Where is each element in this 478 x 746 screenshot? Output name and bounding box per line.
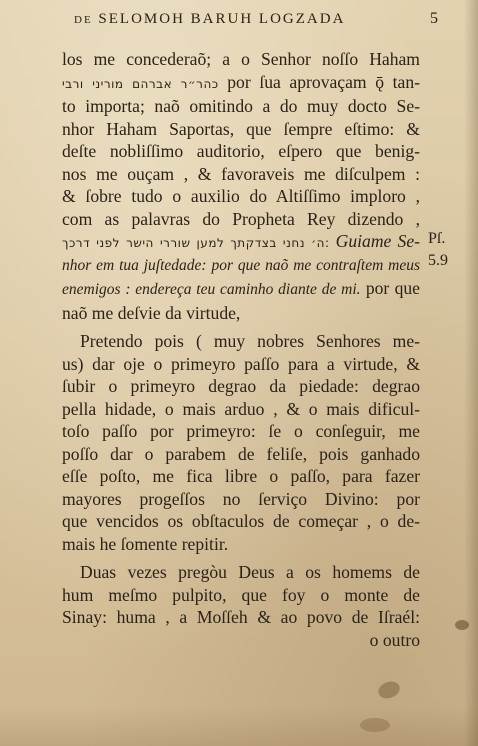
text-line: poſſo dar o parabem de feliſe, pois ganhado: [62, 443, 420, 464]
body-text: [62, 48, 420, 651]
text-line: nhor Haham Saportas, que ſempre eſtimo: &: [62, 118, 420, 139]
margin-reference-verse: 5.9: [428, 252, 448, 269]
text-line: nhor em tua juſtedade: por que naõ me contraſtem meus: [62, 256, 420, 274]
text-line: [62, 277, 420, 302]
ink-stain: [376, 679, 402, 702]
text-line: Duas vezes pregòu Deus a os homems de: [80, 562, 420, 582]
text-line: com as palavras do Propheta Rey dizendo ,: [62, 208, 420, 229]
catchword: o outro: [369, 629, 420, 650]
text-line: hum meſmo pulpito, que foy o monte de: [62, 584, 420, 605]
page-edge-shadow: [464, 0, 478, 746]
hebrew-text: ה׳ נחני בצדקתך למען שוררי הישר לפני דרכך:: [62, 236, 330, 250]
text-line: toſo paſſo por primeyro: ſe o conſeguir, me: [62, 421, 420, 441]
text-line: to importa; naõ omitindo a do muy docto Se-: [62, 96, 420, 116]
text-fragment: por ſua aprovaçam ǭ tan-: [227, 71, 420, 92]
text-line: nos me ouçam , & favoraveis me diſculpem :: [62, 163, 420, 184]
text-line: que vencidos os obſtaculos de começar , o de-: [62, 511, 420, 531]
text-line: deſte nobliſſimo auditorio, eſpero que benig-: [62, 141, 420, 161]
text-line: mais he ſomente repitir.: [62, 533, 229, 554]
text-line: [62, 230, 420, 255]
page-bottom-shadow: [0, 706, 478, 746]
text-line: Pretendo pois ( muy nobres Senhores me-: [80, 331, 420, 351]
margin-reference: [428, 228, 448, 272]
page-number: 5: [430, 10, 438, 27]
text-line: ſubir o primeyro degrao da piedade: degrao: [62, 376, 420, 396]
text-line: naõ me deſvie da virtude,: [62, 302, 241, 323]
text-fragment: por que: [365, 278, 420, 298]
text-line: [62, 71, 420, 96]
text-line: mayores progeſſos no ſerviço Divino: por: [62, 488, 420, 509]
text-line: eſſe poſto, me fica libre o paſſo, para fazer: [62, 466, 420, 486]
italic-text: Guiame Se-: [335, 231, 420, 251]
hebrew-text: כהר״ר אברהם מוריני ורבי: [62, 76, 219, 91]
text-line: Sinay: huma , a Moſſeh & ao povo de Iſraél:: [62, 607, 420, 627]
text-line: us) dar oje o primeyro paſſo para a virtude, &: [62, 353, 420, 374]
text-line: los me concederaõ; a o Senhor noſſo Haham: [62, 49, 420, 69]
italic-text: enemigos : endereça teu caminho diante de mi.: [62, 281, 361, 298]
running-head: [74, 10, 438, 28]
text-line: & ſobre tudo o auxilio do Altiſſimo imploro ,: [62, 186, 420, 206]
running-title: de SELOMOH BARUH LOGZADA: [74, 11, 346, 27]
margin-reference-book: Pſ.: [428, 230, 446, 247]
text-line: pella hidade, o mais arduo , & o mais dificul-: [62, 398, 420, 419]
